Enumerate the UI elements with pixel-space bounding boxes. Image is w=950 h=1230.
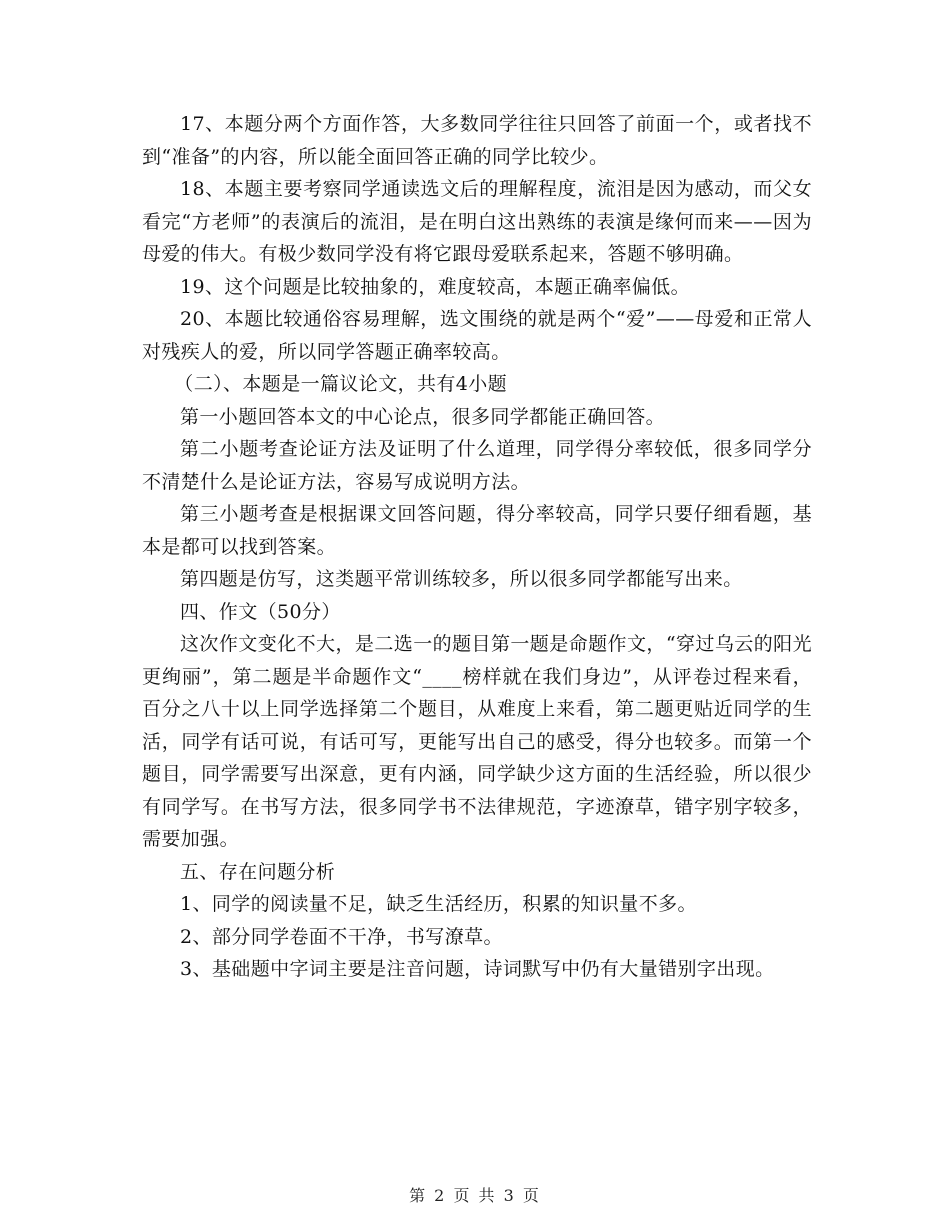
section-heading-essay: 四、作文（50分） — [180, 600, 341, 623]
paragraph-subquestion-3: 第三小题考查是根据课文回答问题，得分率较高，同学只要仔细看题，基本是都可以找到答案。 — [142, 503, 812, 558]
paragraph-q20: 20、本题比较通俗容易理解，选文围绕的就是两个“爱”——母爱和正常人对残疾人的爱，所以同学答题正确率较高。 — [142, 308, 812, 363]
list-item-problem-1: 1、同学的阅读量不足，缺乏生活经历，积累的知识量不多。 — [180, 893, 697, 915]
page-footer: 第 2 页 共 3 页 — [409, 1186, 541, 1205]
paragraph-q19: 19、这个问题是比较抽象的，难度较高，本题正确率偏低。 — [180, 275, 690, 298]
paragraph-subquestion-4: 第四题是仿写，这类题平常训练较多，所以很多同学都能写出来。 — [180, 568, 743, 590]
list-item-problem-2: 2、部分同学卷面不干净，书写潦草。 — [180, 925, 503, 948]
paragraph-q18: 18、本题主要考察同学通读选文后的理解程度，流泪是因为感动，而父女看完“方老师”的表演后的流泪，是在明白这出熟练的表演是缘何而来——因为母爱的伟大。有极少数同学没有将它跟母爱联系起来，答题不够明确。 — [142, 178, 812, 265]
section-heading-problems: 五、存在问题分析 — [180, 860, 336, 883]
paragraph-q17: 17、本题分两个方面作答，大多数同学往往只回答了前面一个，或者找不到“准备”的内容，所以能全面回答正确的同学比较少。 — [142, 113, 812, 168]
paragraph-subquestion-1: 第一小题回答本文的中心论点，很多同学都能正确回答。 — [180, 405, 666, 428]
section-heading-part-two: （二）、本题是一篇议论文，共有4小题 — [174, 373, 508, 395]
paragraph-subquestion-2: 第二小题考查论证方法及证明了什么道理，同学得分率较低，很多同学分不清楚什么是论证方法，容易写成说明方法。 — [142, 438, 812, 493]
paragraph-essay-analysis: 这次作文变化不大，是二选一的题目第一题是命题作文，“穿过乌云的阳光更绚丽”，第二题是半命题作文“____榜样就在我们身边”，从评卷过程来看，百分之八十以上同学选择第二个题目，从难度上来看，第二题更贴近同学的生活，同学有话可说，有话可写，更能写出自己的感受，得分也较多。而第一个题目，同学需要写出深意，更有内涵，同学缺少这方面的生活经验，所以很少有同学写。在书写方法，很多同学书不法律规范，字迹潦草，错字别字较多，需要加强。 — [142, 633, 812, 850]
list-item-problem-3: 3、基础题中字词主要是注音问题，诗词默写中仍有大量错别字出现。 — [180, 958, 775, 980]
document-body — [142, 108, 812, 986]
